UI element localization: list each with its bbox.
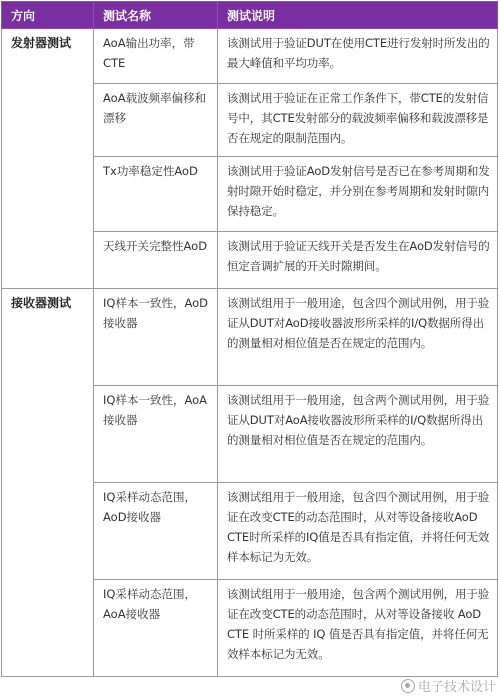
direction-cell-receiver: 接收器测试 — [2, 289, 94, 677]
test-name-cell: AoA输出功率，带CTE — [94, 29, 218, 84]
header-test-name: 测试名称 — [94, 2, 218, 29]
table-header-row — [2, 2, 498, 29]
direction-cell-transmitter: 发射器测试 — [2, 29, 94, 289]
test-description-cell: 该测试用于验证在正常工作条件下，带CTE的发射信号中，其CTE发射部分的载波频率偏移和载波漂移是否在规定的限制范围内。 — [218, 84, 498, 157]
test-spec-table — [1, 1, 498, 677]
test-name-cell: IQ采样动态范围，AoA接收器 — [94, 580, 218, 677]
header-test-description: 测试说明 — [218, 2, 498, 29]
test-description-cell: 该测试组用于一般用途，包含四个测试用例，用于验证在改变CTE的动态范围时，从对等设备接收AoD CTE时所采样的IQ值是否具有指定值，并将任何无效样本标记为无效。 — [218, 483, 498, 580]
test-name-cell: AoA载波频率偏移和漂移 — [94, 84, 218, 157]
watermark-text: 电子技术设计 — [417, 680, 496, 695]
test-description-cell: 该测试组用于一般用途，包含四个测试用例，用于验证从DUT对AoD接收器波形所采样的I/Q数据所得出的测量相对相位值是否在规定的范围内。 — [218, 289, 498, 386]
test-name-cell: IQ采样动态范围，AoD接收器 — [94, 483, 218, 580]
test-description-cell: 该测试用于验证AoD发射信号是否已在参考周期和发射时隙开始时稳定，并分别在参考周期和发射时隙内保持稳定。 — [218, 157, 498, 232]
header-direction: 方向 — [2, 2, 94, 29]
test-description-cell: 该测试用于验证DUT在使用CTE进行发射时所发出的最大峰值和平均功率。 — [218, 29, 498, 84]
test-name-cell: 天线开关完整性AoD — [94, 232, 218, 289]
watermark-logo-icon — [401, 679, 415, 693]
table-row — [2, 289, 498, 386]
test-description-cell: 该测试用于验证天线开关是否发生在AoD发射信号的恒定音调扩展的开关时隙期间。 — [218, 232, 498, 289]
watermark — [401, 676, 496, 695]
test-name-cell: IQ样本一致性，AoD接收器 — [94, 289, 218, 386]
test-description-cell: 该测试组用于一般用途，包含两个测试用例，用于验证在改变CTE的动态范围时，从对等设备接收 AoD CTE 时所采样的 IQ 值是否具有指定值，并将任何无效样本标记为无效。 — [218, 580, 498, 677]
test-name-cell: Tx功率稳定性AoD — [94, 157, 218, 232]
test-name-cell: IQ样本一致性，AoA接收器 — [94, 386, 218, 483]
table-row — [2, 29, 498, 84]
test-description-cell: 该测试组用于一般用途，包含两个测试用例，用于验证从DUT对AoA接收器波形所采样的I/Q数据所得出的测量相对相位值是否在规定的范围内。 — [218, 386, 498, 483]
